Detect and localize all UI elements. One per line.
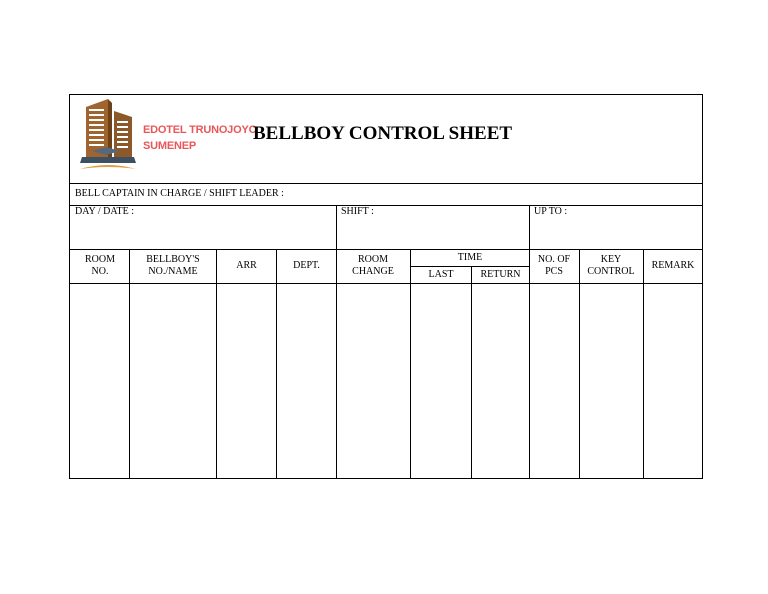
hotel-logo — [78, 99, 257, 179]
header-arr: ARR — [236, 260, 257, 271]
header-time: TIME — [457, 252, 483, 263]
header-bellboy-name: BELLBOY'S NO./NAME — [146, 254, 200, 277]
captain-label: BELL CAPTAIN IN CHARGE / SHIFT LEADER : — [75, 188, 284, 199]
day-date-label: DAY / DATE : — [75, 206, 134, 217]
header-room-no: ROOM NO. — [84, 254, 115, 277]
header-no-of-pcs: NO. OF PCS — [537, 254, 571, 277]
column-divider — [216, 249, 217, 479]
column-divider — [410, 249, 411, 479]
column-divider — [529, 249, 530, 479]
divider — [70, 183, 702, 184]
sheet-title: BELLBOY CONTROL SHEET — [253, 123, 513, 144]
shift-label: SHIFT : — [341, 206, 374, 217]
column-divider — [129, 249, 130, 479]
header-key-control: KEY CONTROL — [587, 254, 635, 277]
header-remark: REMARK — [651, 260, 695, 271]
header-dept: DEPT. — [293, 260, 320, 271]
column-divider — [643, 249, 644, 479]
divider — [336, 205, 337, 249]
column-divider — [579, 249, 580, 479]
logo-text-line2: SUMENEP — [143, 140, 196, 152]
up-to-label: UP TO : — [534, 206, 568, 217]
divider — [70, 249, 702, 250]
control-sheet-form — [69, 94, 703, 479]
building-logo-icon — [78, 99, 138, 177]
column-divider — [336, 249, 337, 479]
header-time-return: RETURN — [480, 269, 521, 280]
header-time-last: LAST — [428, 269, 454, 280]
divider — [70, 283, 702, 284]
logo-text-line1: EDOTEL TRUNOJOYO — [143, 124, 257, 136]
divider — [70, 205, 702, 206]
column-divider — [276, 249, 277, 479]
header-room-change: ROOM CHANGE — [352, 254, 394, 277]
column-divider — [471, 266, 472, 479]
divider — [529, 205, 530, 249]
